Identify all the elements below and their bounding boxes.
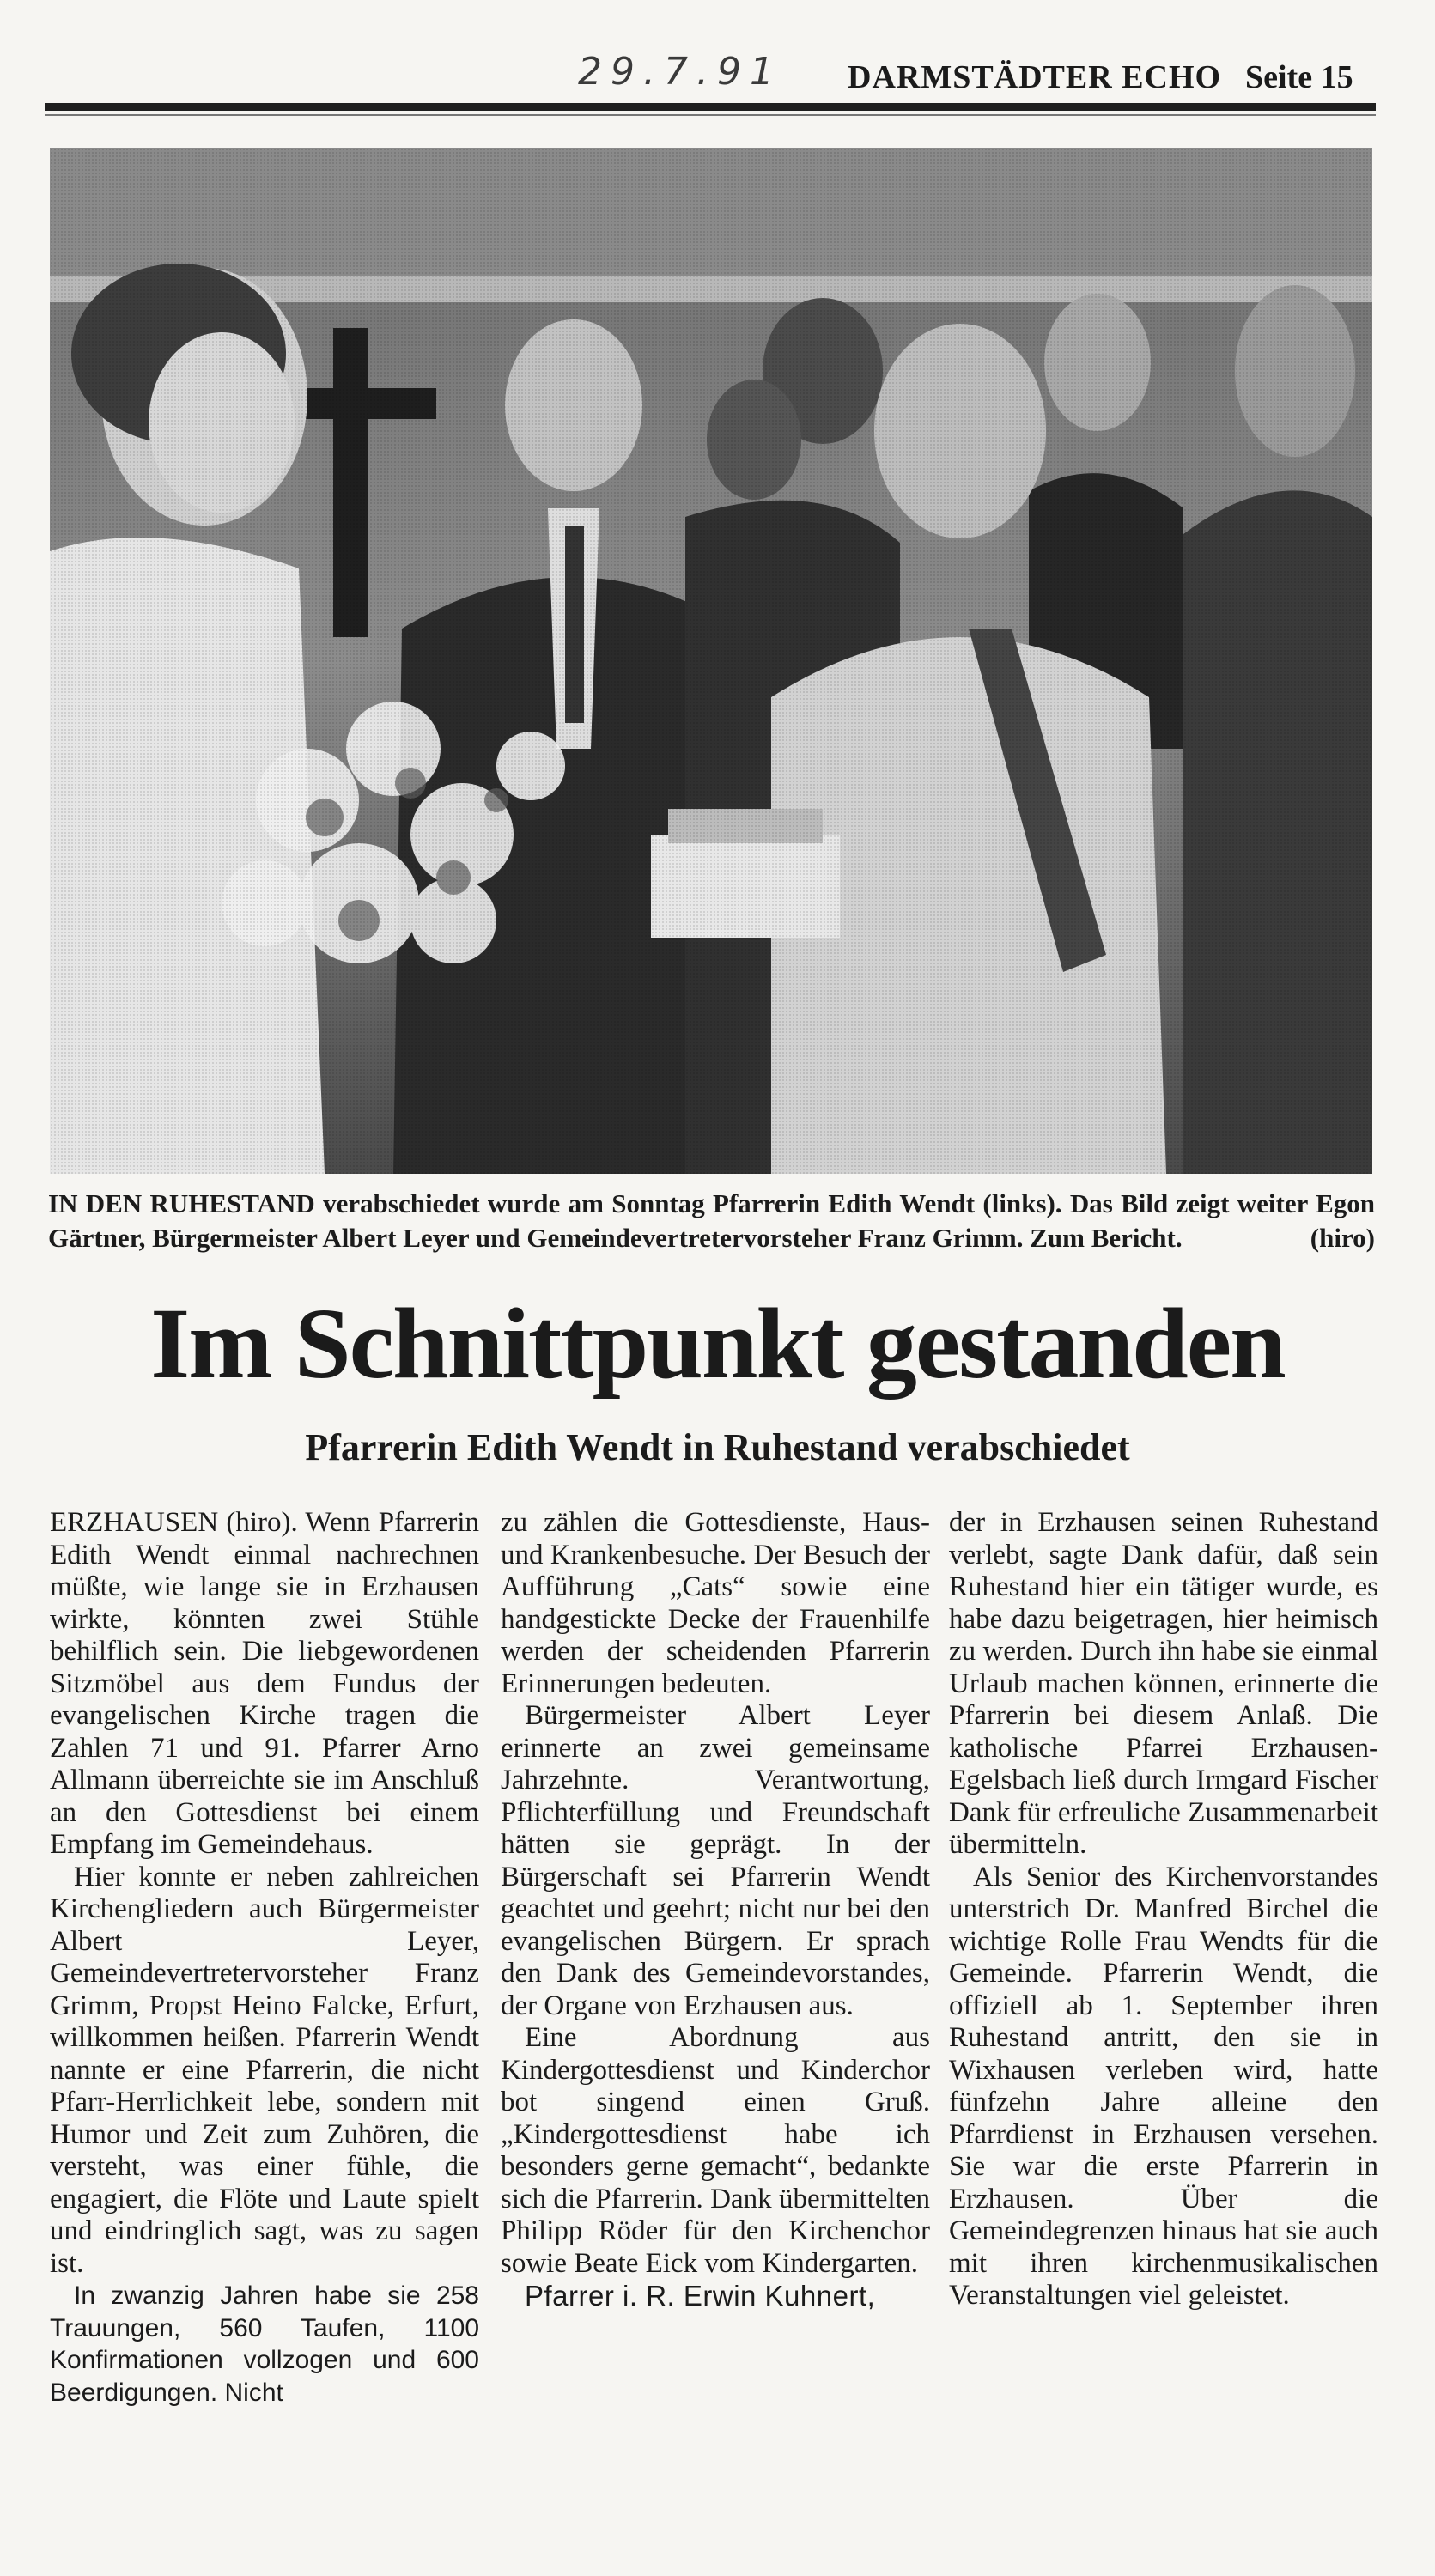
masthead-rule <box>45 103 1376 111</box>
subheadline: Pfarrerin Edith Wendt in Ruhestand verabschiedet <box>305 1426 1130 1468</box>
news-photo <box>50 148 1372 1174</box>
article-column-2 <box>501 1507 930 2312</box>
paragraph: Als Senior des Kirchenvorstandes unterstrich Dr. Manfred Birchel die wichtige Rolle Frau Wendts für die Gemeinde. Pfarrerin Wendt, die offiziell ab 1. September ihren Ruhestand antritt, den sie in Wixhausen verleben wird, hatte fünfzehn Jahre alleine den Pfarrdienst in Erzhausen versehen. Sie war die erste Pfarrerin in Erzhausen. Über die Gemeindegrenzen hinaus hat sie auch mit ihren kirchenmusikalischen Veranstaltungen viel geleistet. <box>949 1861 1378 2311</box>
caption-text: verabschiedet wurde am Sonntag Pfarrerin Edith Wendt (links). Das Bild zeigt weiter Egon Gärtner, Bürgermeister Albert Leyer und Gemeindevertretervorsteher Franz Grimm. Zum Bericht. <box>48 1188 1375 1253</box>
handwritten-date: 29.7.91 <box>578 50 782 94</box>
article-column-1 <box>50 1507 479 2409</box>
paragraph: Hier konnte er neben zahlreichen Kirchengliedern auch Bürgermeister Albert Leyer, Gemeindevertretervorsteher Franz Grimm, Propst Heino Falcke, Erfurt, willkommen heißen. Pfarrerin Wendt nannte er eine Pfarrerin, die nicht Pfarr-Herrlichkeit lebe, sondern mit Humor und Zeit zum Zuhören, die versteht, was einer fühle, die engagiert, die Flöte und Laute spielt und eindringlich sagt, was zu sagen ist. <box>50 1861 479 2279</box>
photo-caption <box>48 1187 1375 1255</box>
masthead <box>47 50 1378 103</box>
paragraph: Bürgermeister Albert Leyer erinnerte an zwei gemeinsame Jahrzehnte. Verantwortung, Pflichterfüllung und Freundschaft hätten sie geprägt. In der Bürgerschaft sei Pfarrerin Wendt geachtet und geehrt; nicht nur bei den evangelischen Bürgern. Er sprach den Dank des Gemeindevorstandes, der Organe von Erzhausen aus. <box>501 1700 930 2021</box>
paragraph: In zwanzig Jahren habe sie 258 Trauungen, 560 Taufen, 1100 Konfirmationen vollzogen und 600 Beerdigungen. Nicht <box>50 2281 479 2407</box>
caption-kicker: IN DEN RUHESTAND <box>48 1188 315 1218</box>
page-number: Seite 15 <box>1245 59 1353 95</box>
headline: Im Schnittpunkt gestanden <box>150 1287 1285 1400</box>
paragraph: Eine Abordnung aus Kindergottesdienst und Kinderchor bot singend einen Gruß. „Kindergottesdienst habe ich besonders gerne gemacht“, bedankte sich die Pfarrerin. Dank übermittelten Philipp Röder für den Kirchenchor sowie Beate Eick vom Kindergarten. <box>501 2022 930 2279</box>
paragraph: ERZHAUSEN (hiro). Wenn Pfarrerin Edith Wendt einmal nachrechnen müßte, wie lange sie in Erzhausen wirkte, könnten zwei Stühle behilflich sein. Die liebgewordenen Sitzmöbel aus dem Fundus der evangelischen Kirche tragen die Zahlen 71 und 91. Pfarrer Arno Allmann überreichte sie im Anschluß an den Gottesdienst bei einem Empfang im Gemeindehaus. <box>50 1507 479 1860</box>
paragraph: der in Erzhausen seinen Ruhestand verlebt, sagte Dank dafür, daß sein Ruhestand hier ein tätiger wurde, es habe dazu beigetragen, hier heimisch zu werden. Durch ihn habe sie einmal Urlaub machen können, erinnerte die Pfarrerin bei diesem Anlaß. Die katholische Pfarrei Erzhausen-Egelsbach ließ durch Irmgard Fischer Dank für erfreuliche Zusammenarbeit übermitteln. <box>949 1507 1378 1860</box>
caption-credit: (hiro) <box>1310 1223 1375 1253</box>
paragraph: Pfarrer i. R. Erwin Kuhnert, <box>525 2280 876 2312</box>
article-column-3 <box>949 1507 1378 2312</box>
newspaper-name: DARMSTÄDTER ECHO <box>848 59 1222 95</box>
paragraph: zu zählen die Gottesdienste, Haus- und Krankenbesuche. Der Besuch der Aufführung „Cats“ sowie eine handgestickte Decke der Frauenhilfe werden der scheidenden Pfarrerin Erinnerungen bedeuten. <box>501 1507 930 1699</box>
masthead-rule-thin <box>45 114 1376 116</box>
